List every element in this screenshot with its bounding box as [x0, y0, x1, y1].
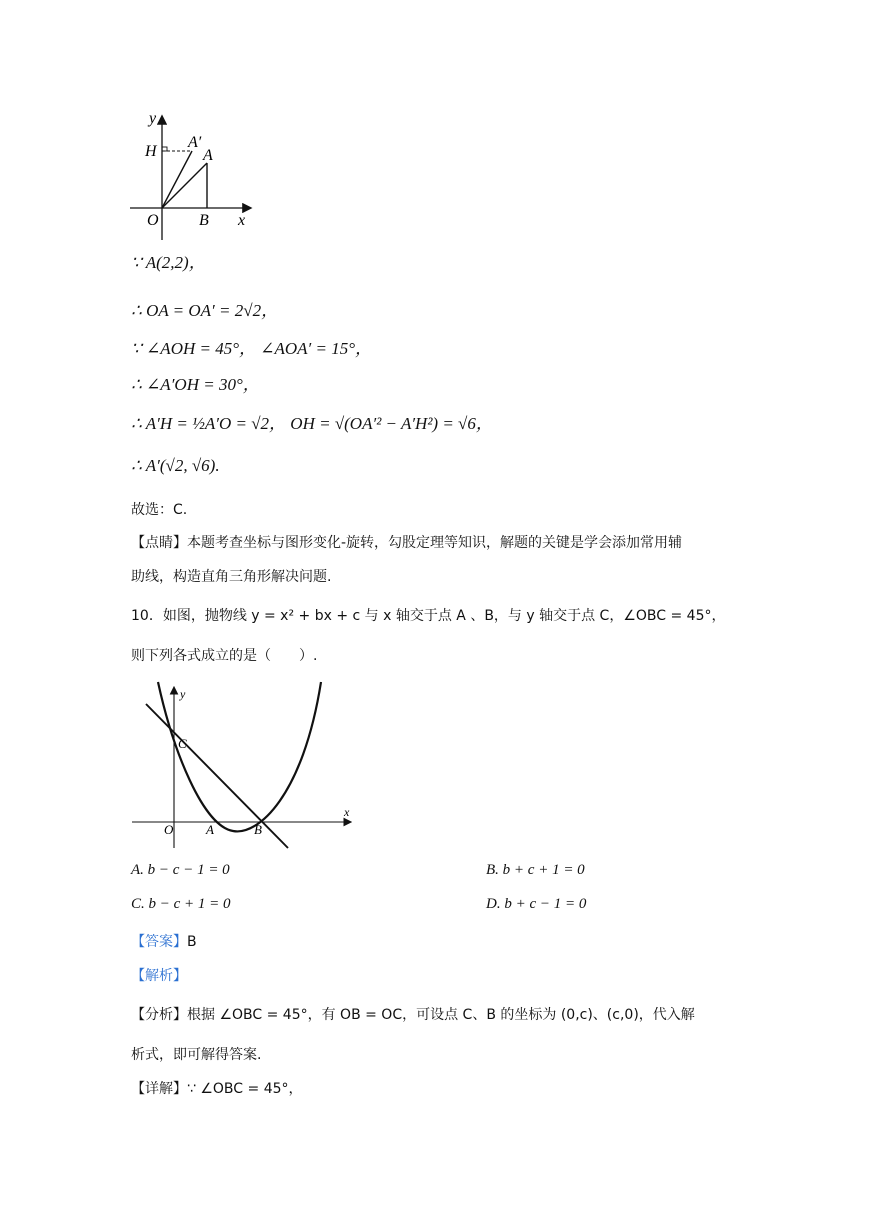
fig2-label-A: A	[206, 822, 214, 837]
fenxi-tag: 【分析】	[131, 1007, 187, 1023]
answer-tag: 【答案】	[131, 934, 187, 950]
comment-line-2: 助线，构造直角三角形解决问题.	[131, 569, 332, 585]
comment-text-1: 本题考查坐标与图形变化-旋转，勾股定理等知识，解题的关键是学会添加常用辅	[187, 535, 683, 551]
solution-line-4: ∴ ∠A′OH = 30°，	[131, 375, 260, 394]
answer-value: B	[187, 934, 197, 950]
fig2-label-C: C	[178, 736, 187, 751]
fig1-label-B: B	[199, 212, 209, 229]
fenxi-line-1	[131, 1005, 695, 1025]
xiangjie-tag: 【详解】	[131, 1081, 187, 1097]
fig2-label-x: x	[344, 805, 350, 819]
xiangjie-text: ∵ ∠OBC = 45°，	[187, 1081, 303, 1097]
solution-line-3: ∵ ∠AOH = 45°， ∠AOA′ = 15°，	[131, 339, 373, 358]
option-D: D. b + c − 1 = 0	[486, 896, 587, 912]
fig2-label-y: y	[180, 687, 186, 701]
fig1-label-y: y	[149, 110, 157, 127]
answer-10	[131, 932, 197, 952]
fig1-label-A-prime: A′	[188, 134, 202, 151]
question-10-line-2: 则下列各式成立的是（ ）.	[131, 648, 318, 664]
solution-line-5: ∴ A′H = ½A′O = √2， OH = √(OA′² − A′H²) = √6，	[131, 414, 493, 433]
question-10-line-1: 10．如图，抛物线 y = x² + bx + c 与 x 轴交于点 A 、B，与 y 轴交于点 C，∠OBC = 45°，	[131, 608, 726, 624]
fig2-label-O: O	[164, 822, 174, 837]
xiangjie-line	[131, 1079, 303, 1099]
solution-line-1: ∵ A(2,2)，	[131, 253, 206, 272]
rotation-figure	[125, 105, 260, 245]
answer-choice-9: 故选：C.	[131, 502, 188, 518]
fig1-label-O: O	[147, 212, 159, 229]
option-C: C. b − c + 1 = 0	[131, 896, 231, 912]
option-B: B. b + c + 1 = 0	[486, 862, 585, 878]
comment-line-1	[131, 533, 682, 553]
parabola-figure	[128, 676, 360, 852]
fig2-label-B: B	[254, 822, 262, 837]
fig1-label-x: x	[238, 212, 246, 229]
fig1-label-H: H	[145, 143, 157, 160]
analysis-tag: 【解析】	[131, 968, 187, 984]
solution-line-6: ∴ A′(√2, √6).	[131, 456, 220, 475]
fig1-label-A: A	[203, 147, 213, 164]
fenxi-text-1: 根据 ∠OBC = 45°，有 OB = OC，可设点 C、B 的坐标为 (0,c)、(c,0)，代入解	[187, 1007, 695, 1023]
fenxi-line-2: 析式，即可解得答案.	[131, 1047, 262, 1063]
comment-tag: 【点睛】	[131, 535, 187, 551]
solution-line-2: ∴ OA = OA′ = 2√2，	[131, 301, 279, 320]
option-A: A. b − c − 1 = 0	[131, 862, 230, 878]
